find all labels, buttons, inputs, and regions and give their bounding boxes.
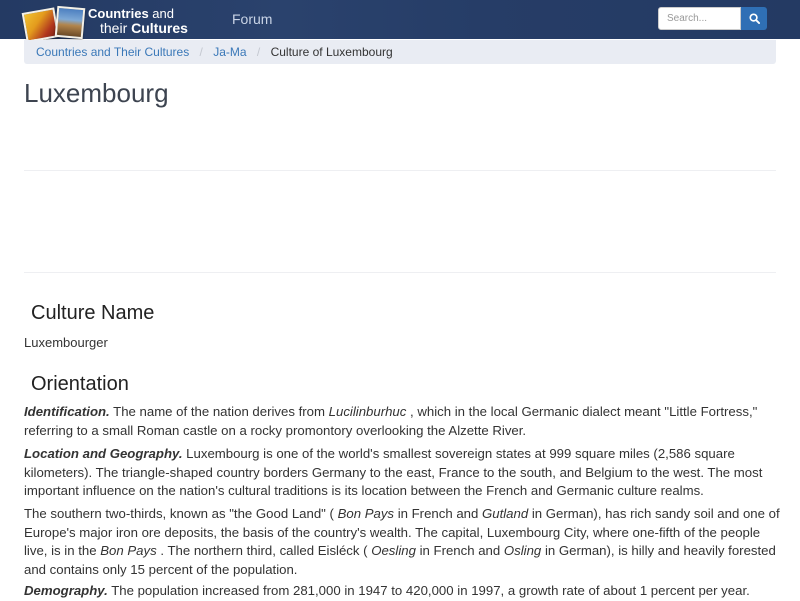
page-title: Luxembourg xyxy=(24,78,169,108)
breadcrumb-separator: / xyxy=(256,45,261,59)
site-logo[interactable] xyxy=(22,4,192,44)
nav-forum-link[interactable]: Forum xyxy=(232,11,273,27)
top-navbar xyxy=(0,0,800,39)
breadcrumb-separator: / xyxy=(199,45,203,59)
search-button[interactable] xyxy=(741,7,767,30)
logo-text: Countries and their Cultures xyxy=(88,6,188,36)
logo-photo-statues xyxy=(55,6,86,39)
paragraph-location-geography: Location and Geography. Luxembourg is one of the world's smallest sovereign states at 999 square miles (2,586 square kilometers). The triangle-shaped country borders Germany to the east, France to the south, and Belgium to the west. The most important influence on the nation's cultural traditions is its location between the French and Germanic culture realms. xyxy=(24,446,763,498)
breadcrumb xyxy=(24,40,776,64)
breadcrumb-ja-ma[interactable]: Ja-Ma xyxy=(213,45,247,59)
logo-photo-dragon xyxy=(22,7,60,42)
section-heading-culture-name: Culture Name xyxy=(31,302,155,324)
culture-name-value: Luxembourger xyxy=(24,335,108,350)
paragraph-identification: Identification. The name of the nation derives from Lucilinburhuc , which in the local Germanic dialect meant "Little Fortress," referring to a small Roman castle on a rocky promontory overlooking the Alzette River. xyxy=(24,404,758,438)
paragraph-southern-regions: The southern two-thirds, known as "the Good Land" ( Bon Pays in French and Gutland in German), has rich sandy soil and one of Europe's major iron ore deposits, the basis of the country's wealth. The capital, Luxembourg City, where one-fifth of the people live, is in the Bon Pays . The northern third, called Eisléck ( Oesling in French and Osling in German), is hilly and heavily forested and contains only 15 percent of the population. xyxy=(24,506,780,577)
search-icon xyxy=(749,13,760,24)
search-input[interactable] xyxy=(658,7,741,30)
breadcrumb-current: Culture of Luxembourg xyxy=(270,45,393,59)
section-heading-orientation: Orientation xyxy=(31,373,129,395)
divider xyxy=(24,272,776,273)
divider xyxy=(24,170,776,171)
paragraph-demography: Demography. The population increased from 281,000 in 1947 to 420,000 in 1997, a growth rate of about 1 percent per year. xyxy=(24,583,750,598)
breadcrumb-countries[interactable]: Countries and Their Cultures xyxy=(36,45,190,59)
